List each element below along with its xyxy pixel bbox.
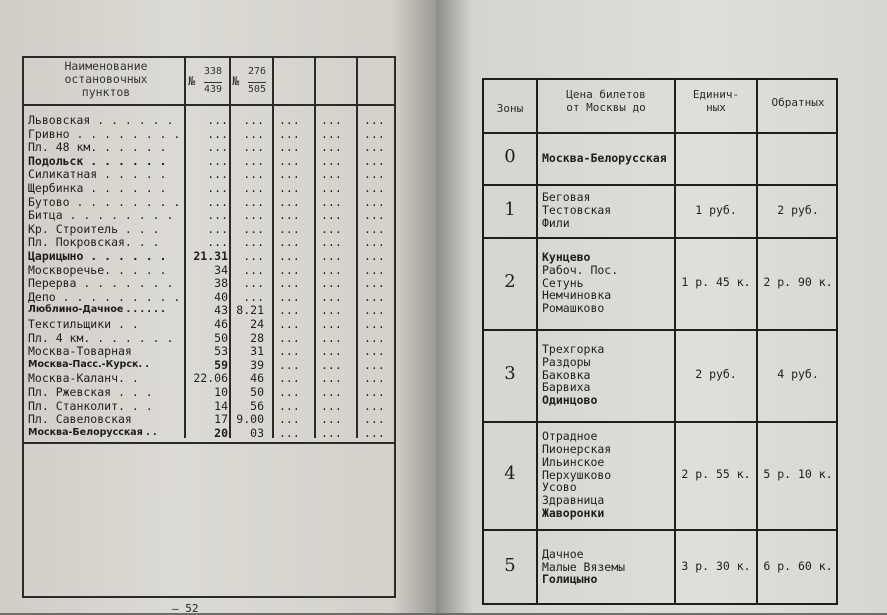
train-time: ...	[321, 317, 342, 331]
train-time: ...	[364, 357, 385, 372]
right-page	[436, 0, 887, 613]
fare-table	[482, 78, 838, 605]
station-name: Кунцево	[542, 250, 591, 264]
single-fare: 2 руб.	[695, 367, 737, 381]
train-338-time: ...	[207, 208, 228, 223]
train-time: ...	[364, 425, 385, 440]
train-276-time: ...	[243, 181, 264, 195]
train-276-time: 9.00	[236, 412, 264, 427]
table-row	[24, 114, 394, 127]
station-name: Текстильщики . .	[28, 317, 139, 331]
table-row	[24, 372, 394, 385]
station-name: Силикатная . . . . .	[28, 167, 167, 182]
zones-header: Зоны	[496, 102, 524, 115]
train-276-time: ...	[243, 249, 264, 263]
zone-number: 4	[504, 463, 516, 484]
train-338-time: ...	[207, 153, 228, 168]
train-time: ...	[321, 276, 342, 291]
train-276-time: ...	[243, 289, 264, 304]
train-time: ...	[364, 113, 385, 127]
station-name: Бутово . . . . . . . .	[28, 194, 181, 209]
station-name: Тестовская	[542, 203, 612, 218]
train-338-time: 59	[214, 357, 228, 372]
station-name: Пл. Покровская. . .	[28, 235, 160, 250]
station-name: Баковка	[542, 367, 591, 382]
train-number-even: 439	[204, 84, 223, 95]
column-divider	[674, 80, 676, 603]
train-number-odd: 276	[248, 66, 267, 77]
table-row	[24, 318, 394, 331]
train-number-sign: №	[188, 74, 196, 88]
train-276-time: 50	[250, 385, 264, 399]
train-time: ...	[279, 412, 300, 427]
left-page	[0, 0, 436, 613]
table-row	[24, 332, 394, 345]
train-time: ...	[364, 208, 385, 223]
train-time: ...	[321, 153, 342, 168]
return-fare: 2 р. 90 к.	[763, 275, 833, 289]
train-time: ...	[364, 221, 385, 236]
station-name: Пл. Ржевская . . .	[28, 385, 153, 399]
zone-number: 5	[504, 555, 516, 576]
train-time: ...	[321, 113, 342, 127]
train-338-time: ...	[207, 235, 228, 250]
table-row	[24, 304, 394, 317]
train-time: ...	[364, 303, 385, 318]
header-line: ных	[706, 101, 726, 114]
train-time: ...	[321, 208, 342, 223]
train-time: ...	[279, 425, 300, 440]
train-338-time: 22.06	[193, 371, 228, 386]
column-divider	[756, 80, 758, 603]
train-time: ...	[279, 357, 300, 372]
train-time: ...	[321, 249, 342, 263]
train-time: ...	[279, 303, 300, 318]
table-body-bottom-line	[24, 442, 394, 444]
station-name: Рабоч. Пос.	[542, 262, 619, 277]
train-338-time: 17	[214, 412, 228, 427]
station-name: Гривно . . . . . . . .	[28, 126, 181, 141]
station-name: Львовская . . . . . .	[28, 113, 174, 127]
table-row	[24, 236, 394, 249]
price-header	[538, 88, 674, 114]
train-time: ...	[279, 153, 300, 168]
station-name: Царицыно . . . . . .	[28, 249, 167, 263]
train-time: ...	[321, 425, 342, 440]
train-time: ...	[279, 140, 300, 155]
train-338-time: 46	[214, 317, 228, 331]
train-338-time: 10	[214, 385, 228, 399]
train-time: ...	[321, 398, 342, 413]
timetable	[22, 56, 396, 598]
train-338-time: ...	[207, 221, 228, 236]
train-338-time: 53	[214, 344, 228, 359]
station-name: Москворечье. . . . .	[28, 262, 167, 277]
train-time: ...	[364, 317, 385, 331]
train-time: ...	[279, 289, 300, 304]
train-time: ...	[364, 181, 385, 195]
train-276-time: ...	[243, 140, 264, 155]
train-338-time: ...	[207, 126, 228, 141]
station-name: Отрадное	[542, 429, 598, 444]
train-time: ...	[364, 153, 385, 168]
zone-stations	[542, 191, 611, 229]
station-name: Перерва . . . . . . .	[28, 276, 174, 291]
station-name: Малые Вяземы	[542, 559, 626, 574]
station-name: Раздоры	[542, 354, 591, 369]
train-time: ...	[364, 398, 385, 413]
train-276-time: 56	[250, 398, 264, 413]
row-divider	[484, 421, 836, 423]
train-time: ...	[279, 262, 300, 277]
station-name: Москва-Каланч. .	[28, 371, 139, 386]
train-time: ...	[364, 140, 385, 155]
train-276-time: 03	[250, 425, 264, 440]
train-276-time: ...	[243, 113, 264, 127]
train-time: ...	[321, 412, 342, 427]
train-276-time: ...	[243, 221, 264, 236]
table-row	[24, 427, 394, 440]
train-time: ...	[279, 276, 300, 291]
table-row	[24, 141, 394, 154]
column-divider	[536, 80, 538, 603]
train-338-time: ...	[207, 194, 228, 209]
station-name: Москва-Пасс.-Курск. .	[28, 358, 149, 370]
station-name: Фили	[542, 215, 570, 230]
train-338-time: 50	[214, 330, 228, 345]
train-time: ...	[279, 330, 300, 345]
station-name: Щербинка . . . . . .	[28, 181, 167, 195]
train-time: ...	[364, 167, 385, 182]
zone-stations	[542, 343, 604, 407]
table-row	[24, 128, 394, 141]
train-time: ...	[321, 194, 342, 209]
table-row	[24, 386, 394, 399]
station-name: Депо . . . . . . . . .	[28, 289, 181, 304]
train-time: ...	[364, 385, 385, 399]
table-row	[24, 345, 394, 358]
train-338-time: ...	[207, 140, 228, 155]
table-row	[24, 223, 394, 236]
station-name: Люблино-Дачное . . . . . .	[28, 304, 165, 316]
station-name: Пл. 4 км. . . . . . .	[28, 330, 174, 345]
table-row	[24, 413, 394, 426]
zone-number: 2	[504, 271, 516, 292]
table-row	[24, 196, 394, 209]
train-time: ...	[321, 385, 342, 399]
return-ticket-header: Обратных	[771, 96, 825, 109]
train-338-time: ...	[207, 181, 228, 195]
train-338-time: 20	[214, 425, 228, 440]
row-divider	[484, 184, 836, 186]
zone-stations	[542, 152, 667, 165]
train-time: ...	[321, 221, 342, 236]
single-ticket-header	[676, 88, 756, 114]
train-338-time: 21.31	[193, 249, 228, 263]
train-time: ...	[364, 262, 385, 277]
table-row	[24, 182, 394, 195]
train-time: ...	[321, 371, 342, 386]
zone-number: 1	[504, 198, 516, 220]
table-row	[24, 400, 394, 413]
table-row	[24, 291, 394, 304]
train-276-time: 28	[250, 330, 264, 345]
row-divider	[484, 132, 836, 134]
stations-column-header	[28, 60, 184, 99]
train-number-sign: №	[232, 74, 240, 88]
train-time: ...	[321, 140, 342, 155]
train-338-time: 14	[214, 398, 228, 413]
train-338-time: 38	[214, 276, 228, 291]
table-row	[24, 155, 394, 168]
train-time: ...	[364, 249, 385, 263]
header-line: остановочных	[64, 72, 148, 86]
train-276-time: 8.21	[236, 303, 264, 318]
header-line: Единич-	[692, 88, 740, 101]
row-divider	[484, 329, 836, 331]
station-name: Подольск . . . . . .	[28, 153, 167, 168]
train-276-time: ...	[243, 262, 264, 277]
train-276-time: ...	[243, 235, 264, 250]
train-time: ...	[279, 221, 300, 236]
train-276-time: ...	[243, 126, 264, 141]
train-276-time: ...	[243, 167, 264, 182]
train-time: ...	[279, 167, 300, 182]
train-338-time: 40	[214, 289, 228, 304]
return-fare: 2 руб.	[777, 202, 819, 217]
header-line: Цена билетов	[566, 88, 646, 101]
train-338-time: ...	[207, 113, 228, 127]
station-name: Немчиновка	[542, 288, 612, 303]
station-name: Трехгорка	[542, 342, 605, 356]
train-time: ...	[321, 126, 342, 141]
station-name: Пионерская	[542, 441, 612, 456]
table-row	[24, 250, 394, 263]
train-time: ...	[279, 344, 300, 359]
station-name: Беговая	[542, 190, 591, 205]
table-row	[24, 168, 394, 181]
train-time: ...	[321, 235, 342, 250]
zone-stations	[542, 548, 625, 586]
page-number: — 52	[172, 602, 199, 615]
train-276-time: ...	[243, 153, 264, 168]
train-time: ...	[364, 194, 385, 209]
station-name: Ромашково	[542, 301, 605, 316]
header-line: пунктов	[81, 85, 131, 99]
train-time: ...	[321, 344, 342, 359]
train-number-even: 505	[248, 84, 267, 95]
station-name: Пл. Савеловская	[28, 412, 132, 427]
single-fare: 3 р. 30 к.	[681, 559, 751, 573]
train-time: ...	[321, 289, 342, 304]
return-fare: 5 р. 10 к.	[763, 467, 833, 481]
train-time: ...	[321, 303, 342, 318]
single-fare: 1 руб.	[695, 202, 737, 217]
table-row	[24, 264, 394, 277]
zone-number: 0	[504, 146, 516, 167]
station-name: Перхушково	[542, 467, 612, 482]
station-name: Ильинское	[542, 454, 605, 469]
train-338-time: 43	[214, 303, 228, 318]
station-name: Пл. 48 км. . . . . .	[28, 140, 167, 155]
train-time: ...	[364, 344, 385, 359]
station-name: Москва-Белорусская . .	[28, 426, 157, 438]
train-276-time: 31	[250, 344, 264, 359]
train-time: ...	[279, 371, 300, 386]
train-338-time: ...	[207, 167, 228, 182]
station-name: Пл. Станколит. . .	[28, 398, 153, 413]
train-time: ...	[364, 276, 385, 291]
station-name: Здравница	[542, 493, 605, 508]
station-name: Москва-Белорусская	[542, 150, 667, 165]
train-276-time: 24	[250, 317, 264, 331]
station-name: Битца . . . . . . . .	[28, 208, 174, 223]
train-time: ...	[279, 317, 300, 331]
train-number-odd: 338	[204, 66, 223, 77]
train-time: ...	[321, 357, 342, 372]
train-time: ...	[364, 330, 385, 345]
table-row	[24, 209, 394, 222]
header-line: Наименование	[64, 59, 148, 73]
zone-stations	[542, 251, 618, 315]
table-row	[24, 359, 394, 372]
header-divider	[24, 104, 394, 106]
train-276-time: ...	[243, 194, 264, 209]
train-276-time: 46	[250, 371, 264, 386]
station-name: Кр. Строитель . . .	[28, 221, 160, 236]
train-time: ...	[364, 235, 385, 250]
station-name: Одинцово	[542, 393, 598, 408]
train-276-time: 39	[250, 357, 264, 372]
station-name: Барвиха	[542, 380, 591, 395]
train-time: ...	[364, 126, 385, 141]
station-name: Усово	[542, 480, 577, 495]
row-divider	[484, 529, 836, 531]
train-time: ...	[279, 385, 300, 399]
header-line: от Москвы до	[566, 101, 646, 114]
train-time: ...	[279, 194, 300, 209]
single-fare: 2 р. 55 к.	[681, 467, 751, 481]
station-name: Дачное	[542, 546, 584, 561]
train-time: ...	[279, 235, 300, 250]
train-time: ...	[279, 398, 300, 413]
train-time: ...	[279, 249, 300, 263]
zone-stations	[542, 430, 611, 520]
return-fare: 6 р. 60 к.	[763, 559, 833, 573]
single-fare: 1 р. 45 к.	[681, 275, 751, 289]
train-time: ...	[364, 371, 385, 386]
train-time: ...	[279, 181, 300, 195]
train-time: ...	[279, 208, 300, 223]
train-time: ...	[364, 289, 385, 304]
train-276-time: ...	[243, 276, 264, 291]
train-time: ...	[321, 262, 342, 277]
station-name: Жаворонки	[542, 505, 605, 520]
train-time: ...	[279, 113, 300, 127]
train-time: ...	[279, 126, 300, 141]
zone-number: 3	[504, 363, 516, 384]
train-time: ...	[321, 181, 342, 195]
train-time: ...	[364, 412, 385, 427]
train-276-time: ...	[243, 208, 264, 223]
station-name: Москва-Товарная	[28, 344, 132, 359]
train-time: ...	[321, 167, 342, 182]
train-338-time: 34	[214, 262, 228, 277]
station-name: Голицыно	[542, 572, 598, 587]
station-name: Сетунь	[542, 275, 584, 290]
row-divider	[484, 237, 836, 239]
train-time: ...	[321, 330, 342, 345]
return-fare: 4 руб.	[777, 367, 819, 381]
table-row	[24, 277, 394, 290]
